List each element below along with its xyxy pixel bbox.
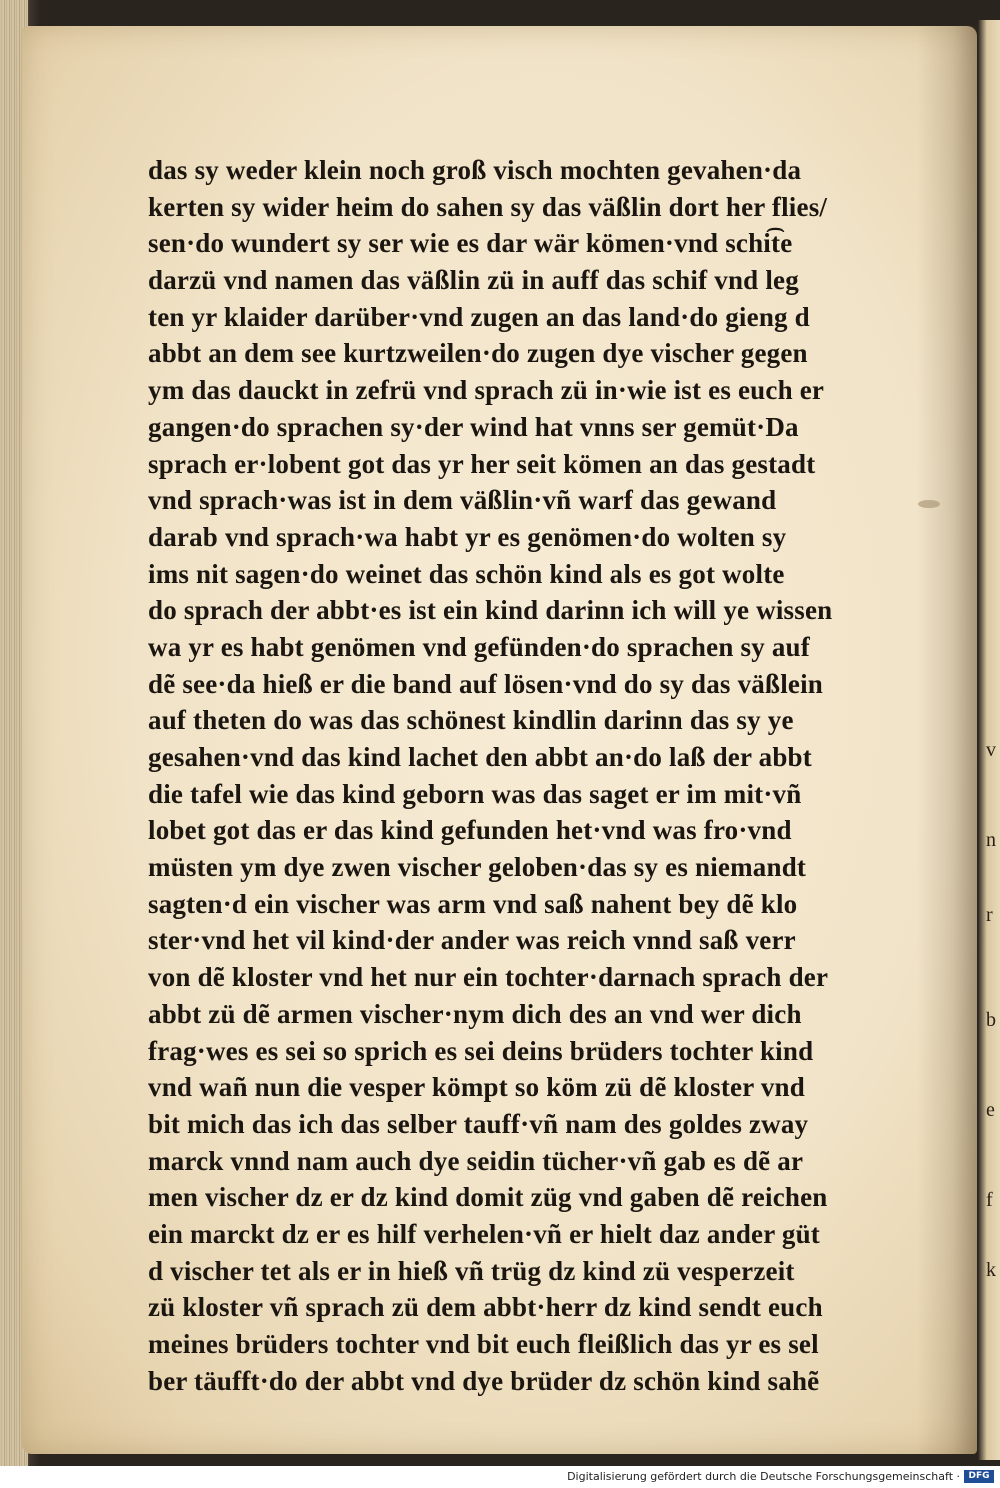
facing-page-letter: e	[986, 1099, 995, 1121]
dfg-logo-icon: DFG	[964, 1470, 994, 1483]
text-line: sagten·d ein vischer was arm vnd saß nahent bey dẽ klo	[148, 888, 798, 919]
text-line: zü kloster vñ sprach zü dem abbt·herr dz kind sendt euch	[148, 1292, 823, 1323]
text-line: auf theten do was das schönest kindlin darinn das sy ye	[148, 705, 794, 736]
text-line: von dẽ kloster vnd het nur ein tochter·darnach sprach der	[148, 962, 829, 993]
text-line: do sprach der abbt·es ist ein kind darinn ich will ye wissen	[148, 595, 833, 626]
facing-page-letter: k	[986, 1259, 996, 1281]
facing-page-letter: v	[986, 739, 996, 761]
text-line: abbt an dem see kurtzweilen·do zugen dye vischer gegen	[148, 338, 808, 369]
text-line: marck vnnd nam auch dye seidin tücher·vñ gab es dẽ ar	[148, 1145, 804, 1176]
text-line: wa yr es habt genömen vnd gefünden·do sprachen sy auf	[148, 631, 810, 662]
text-line: ster·vnd het vil kind·der ander was reich vnnd saß verr	[148, 925, 796, 956]
text-line: bit mich das ich das selber tauff·vñ nam des goldes zway	[148, 1108, 809, 1139]
text-line: sen·do wundert sy ser wie es dar wär kömen·vnd schi͡te	[148, 228, 793, 259]
text-line: ber täufft·do der abbt vnd dye brüder dz schön kind sahẽ	[148, 1365, 820, 1396]
text-line: ten yr klaider darüber·vnd zugen an das land·do gieng d	[148, 301, 810, 332]
text-line: die tafel wie das kind geborn was das saget er im mit·vñ	[148, 778, 802, 809]
text-line: ein marckt dz er es hilf verhelen·vñ er hielt daz ander güt	[148, 1218, 820, 1249]
text-line: darab vnd sprach·wa habt yr es genömen·do wolten sy	[148, 521, 787, 552]
facing-page-letter: f	[986, 1189, 993, 1211]
text-line: gangen·do sprachen sy·der wind hat vnns ser gemüt·Da	[148, 411, 799, 442]
footer-bar	[0, 1466, 1000, 1488]
text-line: ym das dauckt in zefrü vnd sprach zü in·wie ist es euch er	[148, 375, 825, 406]
text-line: müsten ym dye zwen vischer geloben·das sy es niemandt	[148, 852, 807, 883]
facing-page-letter: b	[986, 1009, 996, 1031]
text-line: frag·wes es sei so sprich es sei deins brüders tochter kind	[148, 1035, 814, 1066]
text-line: sprach er·lobent got das yr her seit kömen an das gestadt	[148, 448, 816, 479]
facing-page-letter: r	[986, 904, 993, 926]
text-line: men vischer dz er dz kind domit züg vnd gaben dẽ reichen	[148, 1182, 828, 1213]
facing-page-letter: n	[986, 829, 996, 851]
text-line: meines brüders tochter vnd bit euch fleißlich das yr es sel	[148, 1329, 819, 1359]
funding-credit: Digitalisierung gefördert durch die Deutsche Forschungsgemeinschaft ·	[567, 1470, 960, 1483]
text-line: lobet got das er das kind gefunden het·vnd was fro·vnd	[148, 815, 792, 846]
text-line: gesahen·vnd das kind lachet den abbt an·do laß der abbt	[148, 742, 812, 772]
text-line: das sy weder klein noch groß visch mochten gevahen·da	[148, 155, 802, 185]
text-line: vnd sprach·was ist in dem väßlin·vñ warf das gewand	[148, 485, 777, 516]
text-line: dẽ see·da hieß er die band auf lösen·vnd do sy das väßlein	[148, 668, 824, 699]
text-line: d vischer tet als er in hieß vñ trüg dz kind zü vesperzeit	[148, 1255, 795, 1286]
text-line: kerten sy wider heim do sahen sy das väßlin dort her flies/	[148, 191, 828, 222]
text-line: abbt zü dẽ armen vischer·nym dich des an vnd wer dich	[148, 998, 802, 1029]
text-line: vnd wañ nun die vesper kömpt so köm zü dẽ kloster vnd	[148, 1072, 805, 1103]
text-line: darzü vnd namen das väßlin zü in auff das schif vnd leg	[148, 265, 799, 296]
page-gutter-shadow	[917, 26, 977, 1454]
text-line: ims nit sagen·do weinet das schön kind als es got wolte	[148, 558, 785, 589]
page-text-block	[148, 152, 888, 1396]
paper-stain	[918, 500, 940, 508]
